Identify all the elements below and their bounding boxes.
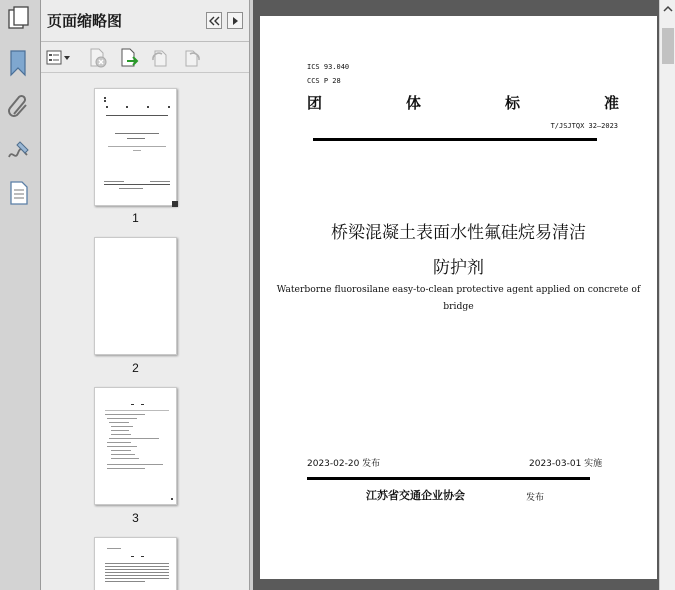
ccs-code: CCS P 28 [307, 77, 341, 85]
rotate-left-icon [150, 48, 170, 68]
category-char: 体 [406, 94, 422, 112]
title-en-line1: Waterborne fluorosilane easy-to-clean protective agent applied on concrete of [276, 284, 641, 295]
thumbnail-page-3[interactable] [94, 387, 177, 505]
rotate-right-button[interactable] [181, 47, 203, 69]
title-en-line2: bridge [443, 301, 474, 312]
document-page [260, 16, 657, 579]
page-thumbnails-icon[interactable] [4, 4, 34, 34]
delete-page-icon [88, 48, 108, 68]
rotate-right-icon [182, 48, 202, 68]
signature-icon[interactable] [4, 136, 34, 166]
chevron-up-icon [663, 5, 673, 13]
publish-word: 发布 [526, 493, 545, 503]
extract-page-icon [119, 48, 141, 68]
page-icon[interactable] [4, 178, 34, 208]
options-icon [46, 50, 72, 66]
triangle-right-icon [230, 16, 240, 26]
document-view [253, 0, 659, 590]
title-cn-line1: 桥梁混凝土表面水性氟硅烷易清洁 [331, 223, 586, 243]
options-menu-button[interactable] [46, 47, 72, 69]
panel-header [41, 0, 249, 42]
expand-panel-button[interactable] [227, 12, 243, 29]
header-rule [313, 138, 597, 141]
delete-page-button[interactable] [87, 47, 109, 69]
thumbnail-resize-handle[interactable] [172, 201, 178, 207]
category-char: 标 [505, 94, 521, 112]
thumbnail-label: 2 [132, 361, 139, 375]
thumbnail-label: 1 [132, 211, 139, 225]
panel-title: 页面缩略图 [47, 12, 123, 30]
rotate-left-button[interactable] [149, 47, 171, 69]
panel-toolbar [41, 43, 249, 73]
thumbnail-page-4[interactable] [94, 537, 177, 590]
publish-date: 2023-02-20 发布 [307, 459, 381, 469]
document-scrollbar[interactable] [659, 0, 675, 590]
scroll-up-button[interactable] [660, 0, 675, 18]
category-char: 准 [604, 94, 620, 112]
thumbnail-page-1[interactable] [94, 88, 177, 206]
category-char: 团 [307, 94, 323, 112]
ics-code: ICS 93.040 [307, 63, 350, 71]
extract-page-button[interactable] [119, 47, 141, 69]
thumbnail-page-2[interactable] [94, 237, 177, 355]
thumbnail-label: 3 [132, 511, 139, 525]
title-cn-line2: 防护剂 [433, 258, 484, 278]
bookmark-icon[interactable] [4, 48, 34, 78]
double-chevron-left-icon [208, 16, 220, 26]
thumbnails-panel [41, 0, 249, 590]
thumbnail-list [41, 74, 231, 590]
publisher: 江苏省交通企业协会 [366, 489, 465, 502]
footer-rule [307, 477, 590, 480]
scrollbar-thumb[interactable] [662, 28, 674, 64]
implement-date: 2023-03-01 实施 [529, 459, 603, 469]
standard-number: T/JSJTQX 32—2023 [550, 122, 618, 130]
navigation-rail [0, 0, 41, 590]
collapse-panel-button[interactable] [206, 12, 222, 29]
attachment-icon[interactable] [4, 92, 34, 122]
